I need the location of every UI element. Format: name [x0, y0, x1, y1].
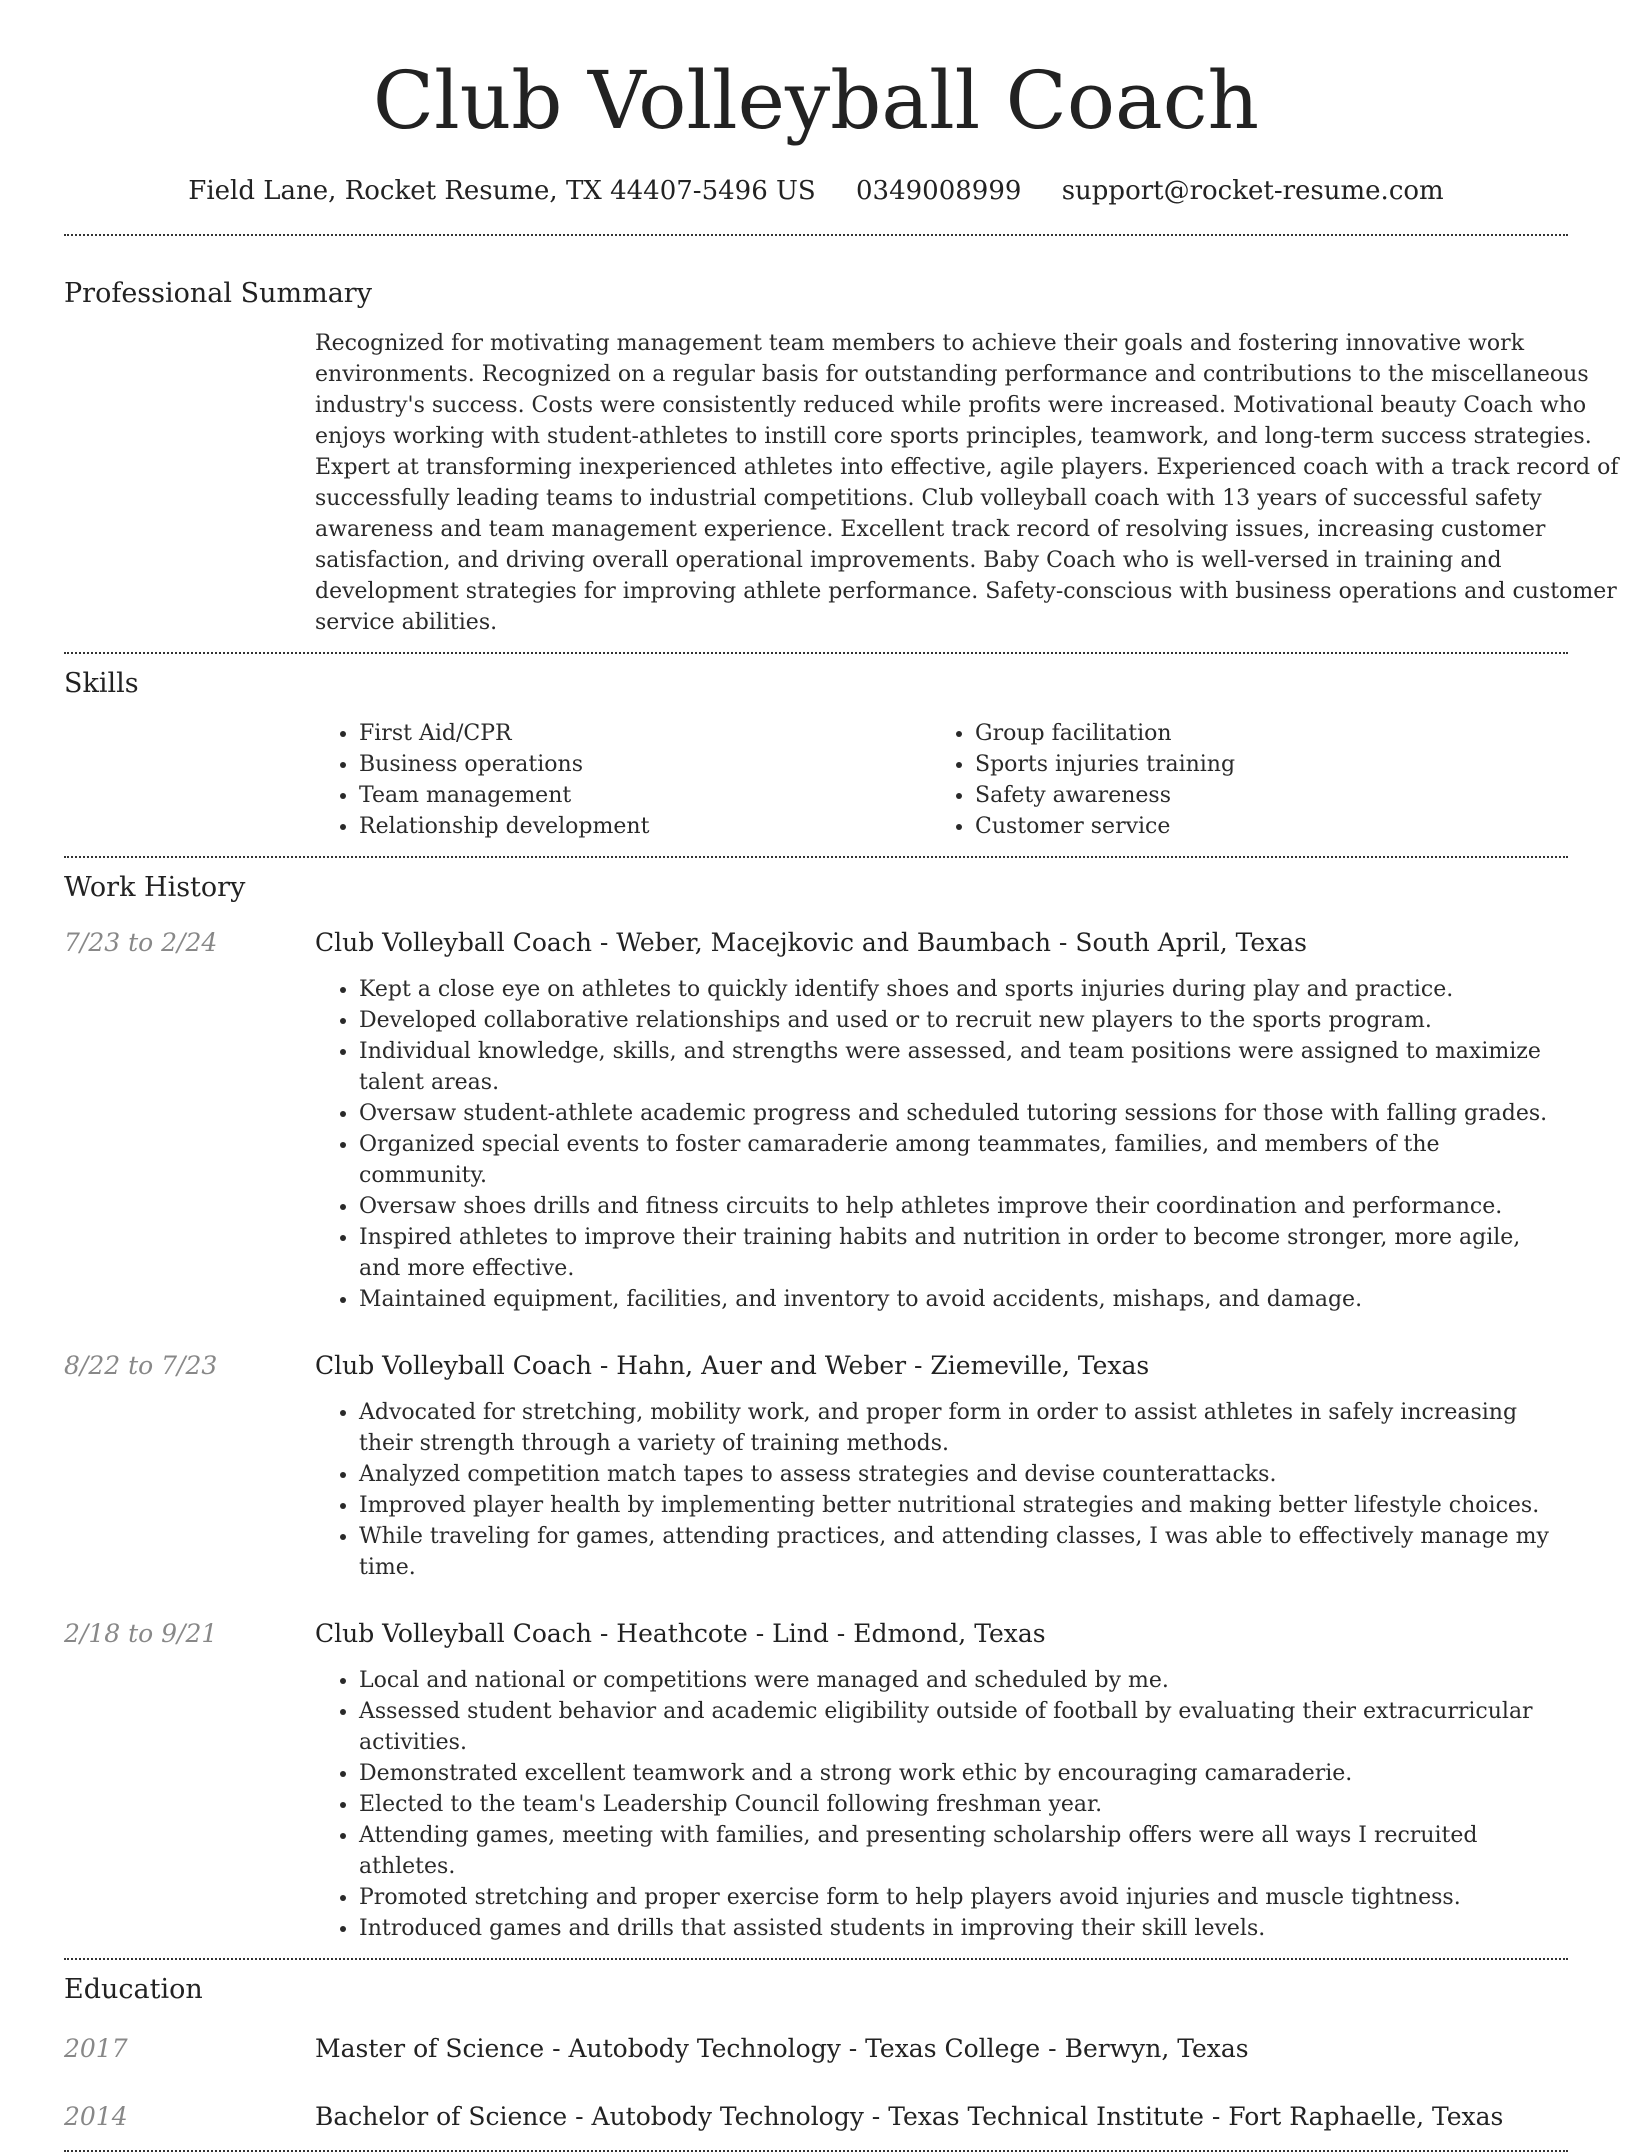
skills-section-title: Skills — [64, 668, 139, 699]
job-bullet: • Attending games, meeting with families, and presenting scholarship offers were all ways I recruited athletes. — [359, 1820, 1568, 1882]
job-bullets — [315, 1397, 1568, 1583]
job-bullet: • Kept a close eye on athletes to quickly identify shoes and sports injuries during play and practice. — [359, 974, 1568, 1005]
education-entry — [64, 2032, 1568, 2066]
job-bullet: • Oversaw shoes drills and fitness circuits to help athletes improve their coordination and performance. — [359, 1191, 1568, 1222]
job-heading: Club Volleyball Coach - Heathcote - Lind - Edmond, Texas — [315, 1619, 1046, 1648]
skill-item: • Safety awareness — [975, 780, 1547, 811]
divider — [64, 1958, 1568, 1960]
summary-section-title: Professional Summary — [64, 278, 372, 309]
job-entry — [64, 1349, 1568, 1583]
job-bullet: • Promoted stretching and proper exercise form to help players avoid injuries and muscle tightness. — [359, 1882, 1568, 1913]
job-bullet: • Introduced games and drills that assisted students in improving their skill levels. — [359, 1913, 1568, 1944]
job-heading: Club Volleyball Coach - Hahn, Auer and Weber - Ziemeville, Texas — [315, 1351, 1150, 1380]
job-bullet: • Analyzed competition match tapes to assess strategies and devise counterattacks. — [359, 1459, 1568, 1490]
job-bullets — [315, 1665, 1568, 1944]
skills-list — [315, 718, 1568, 842]
job-bullet: • Oversaw student-athlete academic progress and scheduled tutoring sessions for those with falling grades. — [359, 1098, 1568, 1129]
resume-name: Club Volleyball Coach — [372, 54, 1260, 147]
contact-line — [64, 174, 1568, 208]
education-heading: Bachelor of Science - Autobody Technology - Texas Technical Institute - Fort Raphaelle, Texas — [315, 2102, 1504, 2131]
education-heading: Master of Science - Autobody Technology - Texas College - Berwyn, Texas — [315, 2034, 1249, 2063]
contact-email: support@rocket-resume.com — [1061, 176, 1444, 206]
work-section-title: Work History — [64, 872, 246, 903]
job-date: 2/18 to 9/21 — [64, 1619, 218, 1648]
divider — [64, 856, 1568, 858]
job-date: 7/23 to 2/24 — [64, 928, 218, 957]
job-bullet: • While traveling for games, attending practices, and attending classes, I was able to effectively manage my time. — [359, 1521, 1568, 1583]
job-bullet: • Improved player health by implementing better nutritional strategies and making better lifestyle choices. — [359, 1490, 1568, 1521]
skill-item: • Sports injuries training — [975, 749, 1547, 780]
job-bullet: • Individual knowledge, skills, and strengths were assessed, and team positions were assigned to maximize talent areas. — [359, 1036, 1568, 1098]
job-bullet: • Maintained equipment, facilities, and inventory to avoid accidents, mishaps, and damage. — [359, 1284, 1568, 1315]
contact-phone: 0349008999 — [856, 176, 1022, 206]
skill-item: • Relationship development — [359, 811, 931, 842]
skill-item: • Team management — [359, 780, 931, 811]
skill-item: • Group facilitation — [975, 718, 1547, 749]
education-date: 2014 — [64, 2102, 128, 2131]
skills-column-right — [931, 718, 1547, 842]
job-bullet: • Elected to the team's Leadership Council following freshman year. — [359, 1789, 1568, 1820]
education-section-title: Education — [64, 1974, 203, 2005]
skill-item: • First Aid/CPR — [359, 718, 931, 749]
job-entry — [64, 926, 1568, 1315]
education-entry — [64, 2100, 1568, 2134]
job-content — [315, 1617, 1568, 1944]
job-bullet: • Developed collaborative relationships and used or to recruit new players to the sports program. — [359, 1005, 1568, 1036]
job-content — [315, 926, 1568, 1315]
job-bullet: • Advocated for stretching, mobility work, and proper form in order to assist athletes in safely increasing their strength through a variety of training methods. — [359, 1397, 1568, 1459]
summary-text: Recognized for motivating management team members to achieve their goals and fostering innovative work environments. Recognized on a regular basis for outstanding performance and contributions to the miscellaneous industry's success. Costs were consistently reduced while profits were increased. Motivational beauty Coach who enjoys working with student-athletes to instill core sports principles, teamwork, and long-term success strategies. Expert at transforming inexperienced athletes into effective, agile players. Experienced coach with a track record of successfully leading teams to industrial competitions. Club volleyball coach with 13 years of successful safety awareness and team management experience. Excellent track record of resolving issues, increasing customer satisfaction, and driving overall operational improvements. Baby Coach who is well-versed in training and development strategies for improving athlete performance. Safety-conscious with business operations and customer service abilities. — [315, 331, 1619, 635]
job-bullet: • Organized special events to foster camaraderie among teammates, families, and members of the community. — [359, 1129, 1568, 1191]
job-bullet: • Inspired athletes to improve their training habits and nutrition in order to become stronger, more agile, and more effective. — [359, 1222, 1568, 1284]
job-bullet: • Assessed student behavior and academic eligibility outside of football by evaluating their extracurricular activities. — [359, 1696, 1568, 1758]
skill-item: • Business operations — [359, 749, 931, 780]
job-bullets — [315, 974, 1568, 1315]
job-content — [315, 1349, 1568, 1583]
skills-column-left — [315, 718, 931, 842]
divider — [64, 652, 1568, 654]
contact-address: Field Lane, Rocket Resume, TX 44407-5496 US — [188, 176, 816, 206]
job-heading: Club Volleyball Coach - Weber, Macejkovic and Baumbach - South April, Texas — [315, 928, 1307, 957]
divider — [64, 234, 1568, 236]
education-date: 2017 — [64, 2034, 128, 2063]
job-bullet: • Demonstrated excellent teamwork and a strong work ethic by encouraging camaraderie. — [359, 1758, 1568, 1789]
job-date: 8/22 to 7/23 — [64, 1351, 218, 1380]
skill-item: • Customer service — [975, 811, 1547, 842]
job-entry — [64, 1617, 1568, 1944]
job-bullet: • Local and national or competitions were managed and scheduled by me. — [359, 1665, 1568, 1696]
